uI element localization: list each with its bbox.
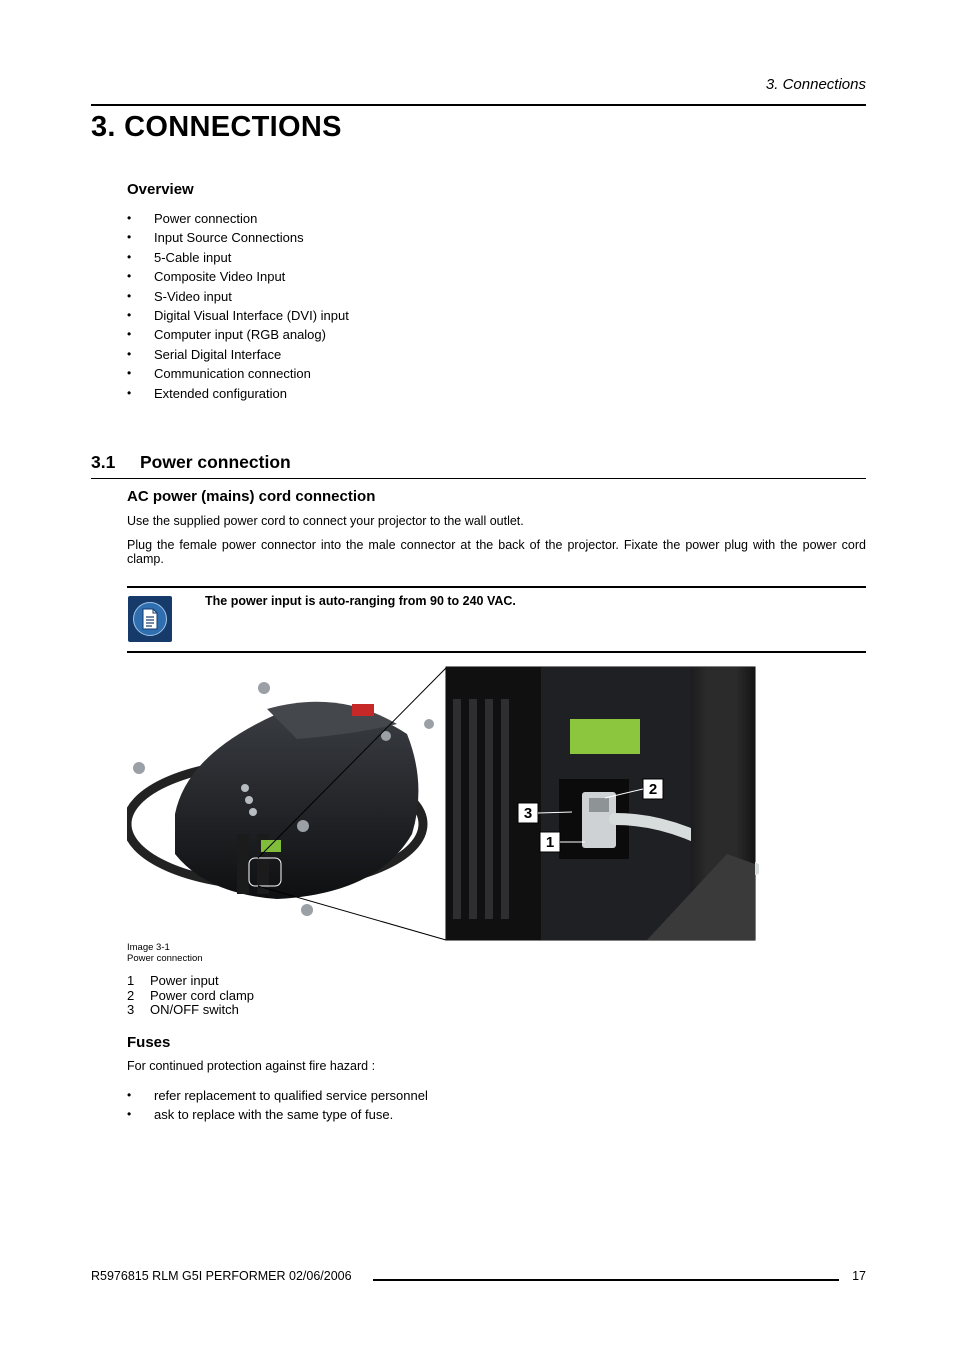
figure-caption-label: Image 3-1 (127, 942, 170, 953)
list-item: • ask to replace with the same type of fuse. (154, 1105, 428, 1124)
legend-label: ON/OFF switch (150, 1002, 239, 1017)
callout-3-label: 3 (523, 805, 533, 822)
legend-number: 1 (127, 973, 135, 988)
fuses-intro: For continued protection against fire hazard : (127, 1059, 376, 1073)
list-item: • Digital Visual Interface (DVI) input (154, 306, 349, 325)
list-item: • Input Source Connections (154, 228, 349, 247)
header-rule (91, 104, 866, 106)
callout-2-label: 2 (648, 781, 658, 798)
page-number: 17 (852, 1269, 866, 1283)
list-item: • Extended configuration (154, 384, 349, 403)
overview-list (154, 209, 349, 403)
running-header: 3. Connections (765, 76, 866, 93)
legend-label: Power input (150, 973, 219, 988)
section-title (91, 452, 291, 473)
legend-label: Power cord clamp (150, 987, 255, 1003)
legend-row (127, 974, 254, 989)
figure-caption-text: Power connection (127, 953, 203, 964)
note-text: The power input is auto-ranging from 90 to 240 VAC. (205, 594, 516, 608)
list-item: • refer replacement to qualified service personnel (154, 1086, 428, 1105)
projector-overview-image (127, 682, 434, 916)
list-item: • Computer input (RGB analog) (154, 325, 349, 344)
list-item: • Composite Video Input (154, 267, 349, 286)
legend-row (127, 989, 254, 1004)
fuses-heading: Fuses (127, 1034, 171, 1051)
power-connector-detail-image (446, 667, 755, 940)
list-item: • Power connection (154, 209, 349, 228)
chapter-title: 3. CONNECTIONS (91, 111, 342, 143)
footer-document-id: R5976815 RLM G5I PERFORMER 02/06/2006 (91, 1269, 352, 1283)
section-number: 3.1 (91, 452, 116, 472)
legend-row (127, 1003, 254, 1018)
section-title-text: Power connection (140, 452, 291, 472)
ac-power-paragraph-2: Plug the female power connector into the male connector at the back of the projector. Fixate the power plug with the power cord clamp. (127, 538, 866, 566)
list-item: • Serial Digital Interface (154, 345, 349, 364)
list-item: • 5-Cable input (154, 248, 349, 267)
note-top-rule (127, 586, 866, 588)
section-rule (91, 478, 866, 479)
list-item: • S-Video input (154, 287, 349, 306)
list-item: • Communication connection (154, 364, 349, 383)
callout-1-label: 1 (545, 834, 555, 851)
projector-figure (127, 664, 759, 944)
note-bottom-rule (127, 651, 866, 653)
fuses-list (154, 1086, 428, 1125)
ac-power-paragraph-1: Use the supplied power cord to connect your projector to the wall outlet. (127, 514, 524, 528)
overview-heading: Overview (127, 181, 194, 198)
note-document-icon (128, 596, 172, 642)
footer-rule (373, 1279, 839, 1281)
ac-power-heading: AC power (mains) cord connection (127, 488, 376, 505)
legend-number: 3 (127, 1002, 135, 1017)
figure-legend (127, 974, 254, 1018)
legend-number: 2 (127, 987, 135, 1003)
